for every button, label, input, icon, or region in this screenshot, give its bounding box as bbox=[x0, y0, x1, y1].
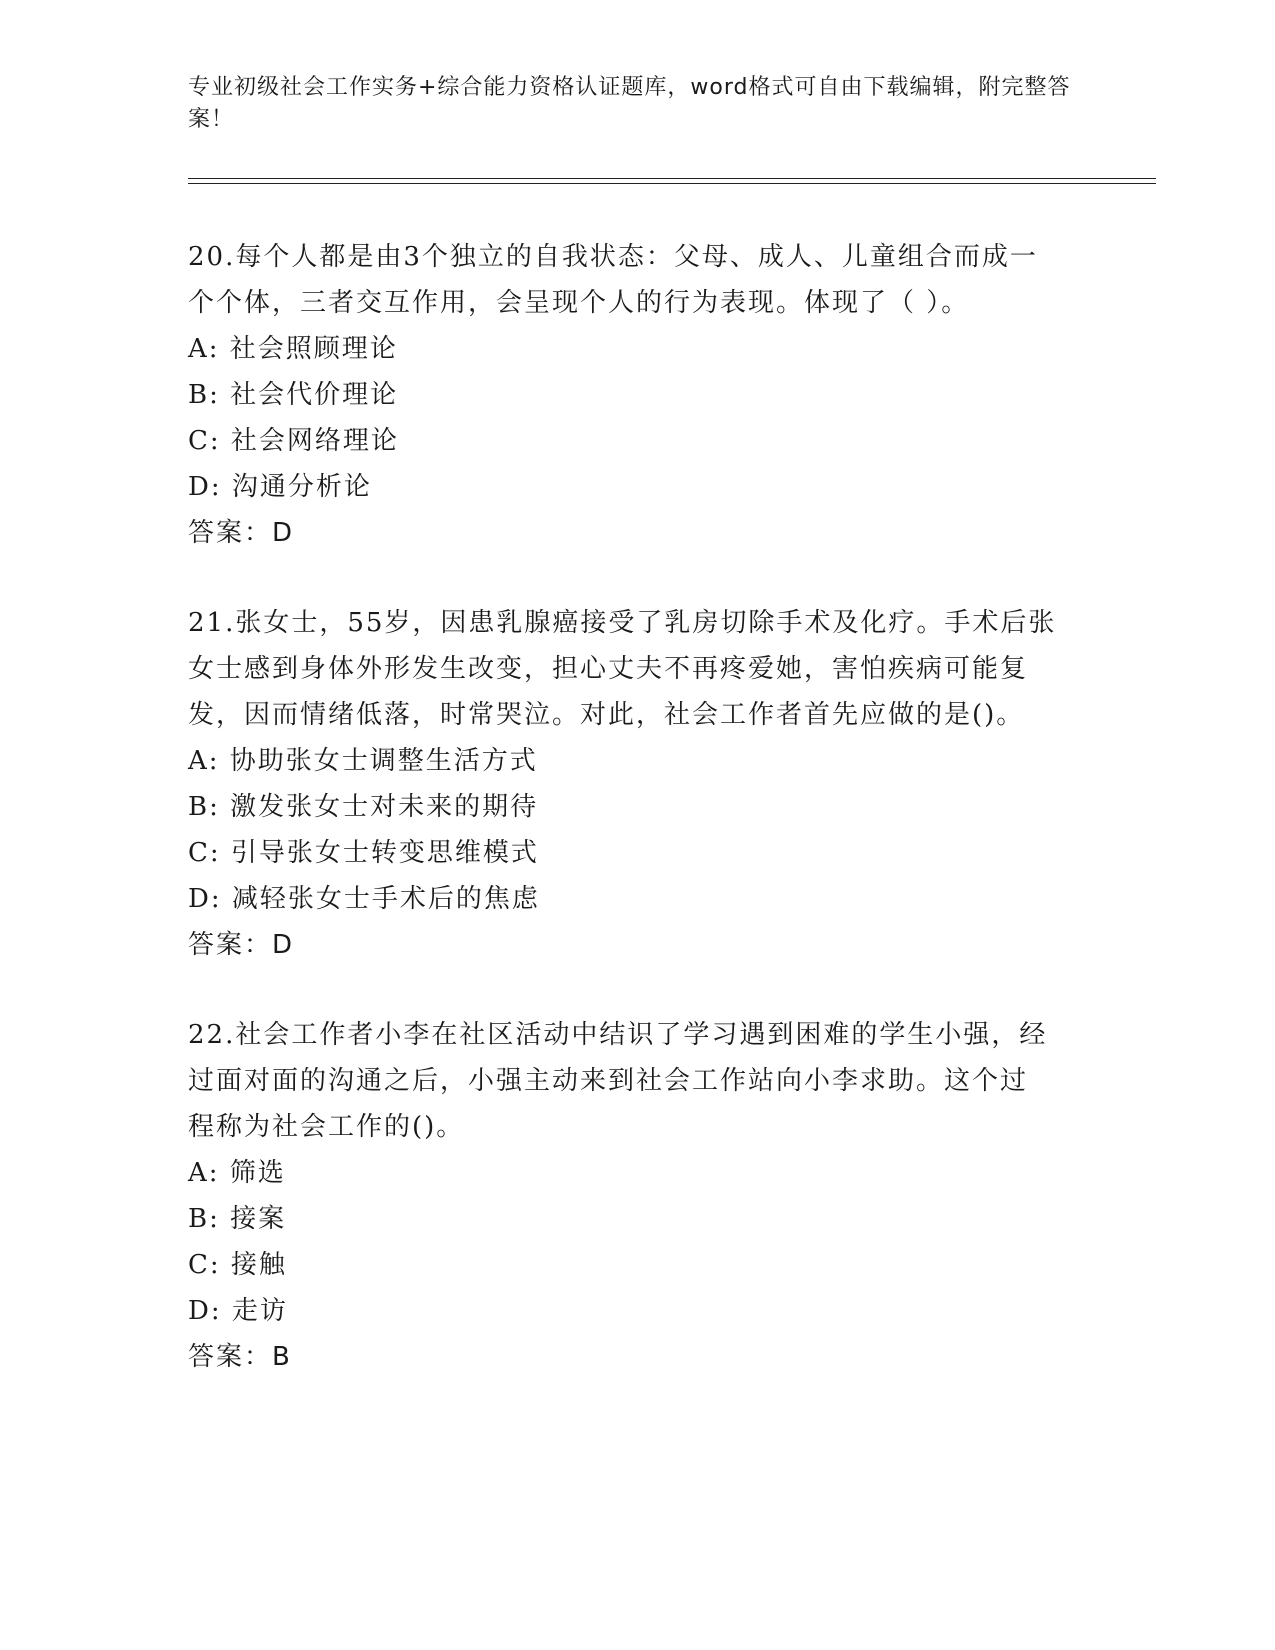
question-stem-line: 22.社会工作者小李在社区活动中结识了学习遇到困难的学生小强，经 bbox=[188, 1020, 1048, 1050]
question-21 bbox=[188, 600, 1088, 968]
option-d: D: 减轻张女士手术后的焦虑 bbox=[188, 884, 540, 914]
option-a: A: 社会照顾理论 bbox=[188, 334, 398, 364]
option-b: B: 激发张女士对未来的期待 bbox=[188, 792, 539, 822]
option-c: C: 引导张女士转变思维模式 bbox=[188, 838, 539, 868]
question-stem-line: 21.张女士，55岁，因患乳腺癌接受了乳房切除手术及化疗。手术后张 bbox=[188, 608, 1057, 638]
option-c: C: 接触 bbox=[188, 1250, 287, 1280]
document-header: 专业初级社会工作实务+综合能力资格认证题库，word格式可自由下载编辑，附完整答案！ bbox=[188, 75, 1071, 132]
question-stem-line: 20.每个人都是由3个独立的自我状态：父母、成人、儿童组合而成一 bbox=[188, 242, 1038, 272]
question-stem-line: 过面对面的沟通之后，小强主动来到社会工作站向小李求助。这个过 bbox=[188, 1066, 1029, 1096]
question-stem-line: 发，因而情绪低落，时常哭泣。对此，社会工作者首先应做的是()。 bbox=[188, 700, 1025, 730]
answer: 答案：D bbox=[188, 930, 295, 960]
option-a: A: 筛选 bbox=[188, 1158, 286, 1188]
option-b: B: 接案 bbox=[188, 1204, 287, 1234]
option-d: D: 沟通分析论 bbox=[188, 472, 372, 502]
answer: 答案：D bbox=[188, 518, 295, 548]
question-stem-line: 程称为社会工作的()。 bbox=[188, 1112, 465, 1142]
question-20 bbox=[188, 234, 1088, 556]
header-divider-top bbox=[188, 178, 1156, 179]
question-stem-line: 女士感到身体外形发生改变，担心丈夫不再疼爱她，害怕疾病可能复 bbox=[188, 654, 1029, 684]
question-22 bbox=[188, 1012, 1088, 1380]
question-stem-line: 个个体，三者交互作用，会呈现个人的行为表现。体现了（ ）。 bbox=[188, 288, 970, 318]
option-a: A: 协助张女士调整生活方式 bbox=[188, 746, 538, 776]
answer: 答案：B bbox=[188, 1342, 292, 1372]
option-b: B: 社会代价理论 bbox=[188, 380, 399, 410]
header-divider-bottom bbox=[188, 183, 1156, 184]
option-d: D: 走访 bbox=[188, 1296, 288, 1326]
option-c: C: 社会网络理论 bbox=[188, 426, 399, 456]
